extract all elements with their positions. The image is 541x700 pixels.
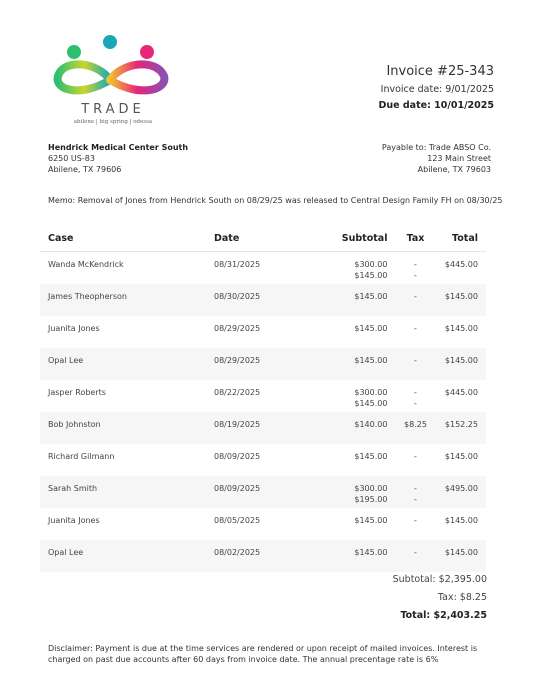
tax-line: - xyxy=(414,516,417,525)
row-date: 08/29/2025 xyxy=(206,348,332,380)
tax-line: - xyxy=(414,356,417,365)
subtotal-line: $145.00 xyxy=(354,271,388,280)
payee-city: Abilene, TX 79603 xyxy=(417,165,491,174)
row-case: Opal Lee xyxy=(40,348,206,380)
row-subtotal xyxy=(332,348,395,380)
tax-line: - xyxy=(414,292,417,301)
invoice-date: Invoice date: 9/01/2025 xyxy=(380,84,494,95)
subtotal-line: $300.00 xyxy=(354,484,388,493)
header-subtotal: Subtotal xyxy=(332,226,395,252)
logo-wordmark: TRADE xyxy=(81,102,145,117)
row-total: $145.00 xyxy=(435,540,486,572)
subtotal-line: $145.00 xyxy=(354,548,388,557)
row-total: $145.00 xyxy=(444,324,478,333)
row-tax xyxy=(395,412,435,444)
table-row xyxy=(40,412,486,444)
totals-subtotal: Subtotal: $2,395.00 xyxy=(392,574,487,585)
disclaimer: Disclaimer: Payment is due at the time services are rendered or upon receipt of mailed invoices. Interest is charged on past due accounts after 60 days from invoice date. The annual precentage rate is 6% xyxy=(48,644,478,664)
payee-name: Payable to: Trade ABSO Co. xyxy=(381,143,491,152)
row-date: 08/30/2025 xyxy=(206,284,332,316)
row-case: Juanita Jones xyxy=(48,516,100,525)
table-header-row xyxy=(40,226,486,252)
row-subtotal xyxy=(332,284,395,316)
table-row xyxy=(40,444,486,476)
row-subtotal xyxy=(332,316,395,348)
row-subtotal xyxy=(332,508,395,540)
pay-to-address xyxy=(382,142,491,175)
row-total: $145.00 xyxy=(444,516,478,525)
row-tax xyxy=(395,476,435,508)
row-tax xyxy=(395,348,435,380)
header-total: Total xyxy=(435,226,486,252)
totals-block xyxy=(393,574,487,628)
row-tax xyxy=(395,508,435,540)
table-row xyxy=(40,348,486,380)
row-total: $445.00 xyxy=(444,388,478,397)
header-tax: Tax xyxy=(395,226,435,252)
row-date: 08/09/2025 xyxy=(206,476,332,508)
tax-line: - xyxy=(414,399,417,408)
invoice-number: Invoice #25-343 xyxy=(386,64,494,79)
row-date: 08/05/2025 xyxy=(214,516,261,525)
logo-tagline: abilene | big spring | odessa xyxy=(73,119,153,125)
subtotal-line: $195.00 xyxy=(354,495,388,504)
row-tax xyxy=(395,316,435,348)
row-tax xyxy=(395,540,435,572)
subtotal-line: $145.00 xyxy=(354,324,388,333)
table-row xyxy=(40,508,486,540)
row-total: $145.00 xyxy=(435,284,486,316)
tax-line: - xyxy=(414,388,417,397)
row-subtotal xyxy=(332,540,395,572)
row-case: Bob Johnston xyxy=(40,412,206,444)
row-date: 08/22/2025 xyxy=(214,388,261,397)
logo-infinity-graphic xyxy=(50,32,176,104)
row-case: Jasper Roberts xyxy=(48,388,106,397)
header-date: Date xyxy=(206,226,332,252)
row-subtotal xyxy=(332,444,395,476)
subtotal-line: $145.00 xyxy=(354,399,388,408)
table-row xyxy=(40,540,486,572)
customer-city: Abilene, TX 79606 xyxy=(48,165,122,174)
subtotal-line: $300.00 xyxy=(354,388,388,397)
tax-line: - xyxy=(414,484,417,493)
row-total: $152.25 xyxy=(435,412,486,444)
row-total: $145.00 xyxy=(444,452,478,461)
row-total: $495.00 xyxy=(435,476,486,508)
row-tax xyxy=(395,284,435,316)
subtotal-line: $300.00 xyxy=(354,260,388,269)
customer-name: Hendrick Medical Center South xyxy=(48,143,189,152)
trade-logo xyxy=(50,32,176,132)
row-date: 08/31/2025 xyxy=(214,260,261,269)
row-subtotal xyxy=(332,476,395,508)
subtotal-line: $145.00 xyxy=(354,516,388,525)
row-subtotal xyxy=(332,380,395,412)
row-total: $145.00 xyxy=(435,348,486,380)
due-date: Due date: 10/01/2025 xyxy=(378,100,494,111)
row-case: James Theopherson xyxy=(40,284,206,316)
subtotal-line: $140.00 xyxy=(354,420,388,429)
memo: Memo: Removal of Jones from Hendrick South on 08/29/25 was released to Central Design Family FH on 08/30/25 xyxy=(48,196,503,205)
invoice-header xyxy=(378,64,494,111)
table-row xyxy=(40,252,486,285)
tax-line: - xyxy=(414,324,417,333)
table-row xyxy=(40,380,486,412)
tax-line: - xyxy=(414,548,417,557)
row-case: Wanda McKendrick xyxy=(48,260,124,269)
line-items-table xyxy=(40,226,486,572)
row-tax xyxy=(395,380,435,412)
payee-street: 123 Main Street xyxy=(427,154,491,163)
row-tax xyxy=(395,444,435,476)
row-subtotal xyxy=(332,412,395,444)
row-date: 08/09/2025 xyxy=(214,452,261,461)
subtotal-line: $145.00 xyxy=(354,356,388,365)
row-case: Opal Lee xyxy=(40,540,206,572)
row-date: 08/19/2025 xyxy=(206,412,332,444)
bill-to-address xyxy=(48,142,188,175)
tax-line: - xyxy=(414,271,417,280)
table-row xyxy=(40,316,486,348)
subtotal-line: $145.00 xyxy=(354,292,388,301)
tax-line: - xyxy=(414,495,417,504)
row-case: Sarah Smith xyxy=(40,476,206,508)
row-date: 08/02/2025 xyxy=(206,540,332,572)
row-tax xyxy=(395,252,435,285)
totals-tax: Tax: $8.25 xyxy=(437,592,487,603)
totals-total: Total: $2,403.25 xyxy=(400,610,487,621)
row-subtotal xyxy=(332,252,395,285)
tax-line: - xyxy=(414,452,417,461)
customer-street: 6250 US-83 xyxy=(48,154,95,163)
subtotal-line: $145.00 xyxy=(354,452,388,461)
row-case: Richard Gilmann xyxy=(48,452,115,461)
table-row xyxy=(40,476,486,508)
row-total: $445.00 xyxy=(444,260,478,269)
table-row xyxy=(40,284,486,316)
header-case: Case xyxy=(40,226,206,252)
tax-line: - xyxy=(414,260,417,269)
row-date: 08/29/2025 xyxy=(214,324,261,333)
row-case: Juanita Jones xyxy=(48,324,100,333)
tax-line: $8.25 xyxy=(404,420,427,429)
